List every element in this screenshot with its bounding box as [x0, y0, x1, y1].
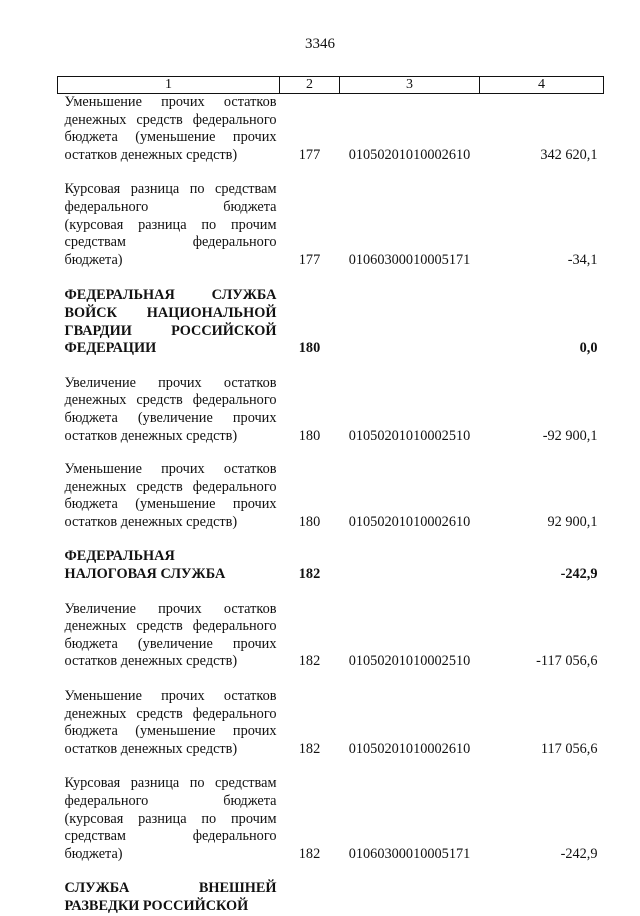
row-kbk: 01060300010005171 [348, 845, 471, 862]
row-sum: 117 056,6 [540, 740, 598, 757]
row-name-line: (курсовая разница по прочим [64, 216, 277, 233]
row-name-line: бюджета (увеличение прочих [64, 409, 277, 426]
row-code: 180 [298, 427, 321, 444]
table-row [58, 863, 604, 915]
row-code: 182 [298, 653, 321, 670]
row-name-line: остатков денежных средств) [64, 740, 238, 757]
row-name [58, 863, 280, 915]
row-name-line: Курсовая разница по средствам [64, 181, 277, 198]
header-col-4: 4 [480, 77, 604, 94]
row-name-line: Курсовая разница по средствам [64, 775, 277, 792]
row-sum: 0,0 [579, 340, 598, 357]
table-row [58, 758, 604, 863]
row-kbk: 01050201010002610 [348, 740, 471, 757]
row-name-line: средствам федерального [64, 828, 277, 845]
row-name-line: Уменьшение прочих остатков [64, 461, 277, 478]
table-row [58, 94, 604, 165]
page-number: 3346 [305, 36, 335, 52]
row-code: 182 [298, 740, 321, 757]
table-row [58, 671, 604, 758]
header-col-3: 3 [340, 77, 480, 94]
row-name-line: бюджета (увеличение прочих [64, 635, 277, 652]
table-header-row [58, 77, 604, 94]
row-name-line: Уменьшение прочих остатков [64, 688, 277, 705]
table-row [58, 269, 604, 357]
row-name-line: ГВАРДИИ РОССИЙСКОЙ [64, 322, 277, 339]
row-code: 180 [298, 513, 321, 530]
row-name [58, 358, 280, 445]
row-sum: -242,9 [560, 845, 598, 862]
row-name-line: СЛУЖБА ВНЕШНЕЙ [64, 880, 277, 897]
row-name [58, 671, 280, 758]
row-name [58, 584, 280, 671]
row-name-line: остатков денежных средств) [64, 653, 238, 670]
row-name-line: бюджета) [64, 251, 123, 268]
row-sum: -92 900,1 [542, 427, 598, 444]
row-name-line: ФЕДЕРАЛЬНАЯ СЛУЖБА [64, 287, 277, 304]
row-kbk [340, 863, 480, 915]
row-kbk: 01050201010002610 [348, 146, 471, 163]
row-name-line: денежных средств федерального [64, 705, 277, 722]
row-sum: -117 056,6 [536, 653, 598, 670]
row-name-line: денежных средств федерального [64, 111, 277, 128]
row-name-line: ФЕДЕРАЦИИ [64, 340, 157, 357]
row-kbk [340, 531, 480, 583]
row-sum: -242,9 [560, 566, 598, 583]
row-code: 182 [298, 845, 321, 862]
row-kbk: 01050201010002510 [348, 427, 471, 444]
row-name [58, 445, 280, 531]
table-row [58, 531, 604, 583]
row-name [58, 531, 280, 583]
row-kbk: 01060300010005171 [348, 251, 471, 268]
row-sum: 342 620,1 [540, 146, 598, 163]
row-sum [480, 863, 604, 915]
row-name [58, 94, 280, 165]
row-name-line: денежных средств федерального [64, 478, 277, 495]
row-name-line: Увеличение прочих остатков [64, 374, 277, 391]
row-code: 177 [298, 146, 321, 163]
row-name-line: (курсовая разница по прочим [64, 810, 277, 827]
row-name-line: ВОЙСК НАЦИОНАЛЬНОЙ [64, 304, 277, 321]
row-name-line: федерального бюджета [64, 793, 277, 809]
row-code [280, 863, 340, 915]
table-row [58, 584, 604, 671]
row-name-line: бюджета (уменьшение прочих [64, 129, 277, 146]
row-name [58, 758, 280, 863]
table-row [58, 358, 604, 445]
row-name-line: остатков денежных средств) [64, 146, 238, 163]
row-name-line: остатков денежных средств) [64, 427, 238, 444]
row-name-line: бюджета (уменьшение прочих [64, 723, 277, 740]
row-name-line: ФЕДЕРАЛЬНАЯ [64, 548, 175, 565]
row-code: 182 [298, 566, 321, 583]
row-kbk [340, 269, 480, 357]
header-col-1: 1 [58, 77, 280, 94]
row-sum: -34,1 [567, 251, 598, 268]
row-name [58, 164, 280, 269]
row-name-line: денежных средств федерального [64, 392, 277, 409]
row-name-line: бюджета (уменьшение прочих [64, 496, 277, 513]
row-name-line: бюджета) [64, 845, 123, 862]
header-col-2: 2 [280, 77, 340, 94]
row-name-line: остатков денежных средств) [64, 513, 238, 530]
row-name-line: Уменьшение прочих остатков [64, 94, 277, 110]
row-code: 177 [298, 251, 321, 268]
row-kbk: 01050201010002510 [348, 653, 471, 670]
table-row [58, 445, 604, 531]
row-sum: 92 900,1 [547, 513, 598, 530]
row-code: 180 [298, 340, 321, 357]
row-name-line: РАЗВЕДКИ РОССИЙСКОЙ [64, 897, 249, 914]
sources-table [57, 76, 604, 916]
row-name-line: федерального бюджета [64, 198, 277, 215]
row-kbk: 01050201010002610 [348, 513, 471, 530]
row-name-line: НАЛОГОВАЯ СЛУЖБА [64, 566, 226, 583]
row-name-line: средствам федерального [64, 234, 277, 251]
row-name-line: денежных средств федерального [64, 618, 277, 635]
row-name [58, 269, 280, 357]
row-name-line: Увеличение прочих остатков [64, 600, 277, 617]
table-row [58, 164, 604, 269]
